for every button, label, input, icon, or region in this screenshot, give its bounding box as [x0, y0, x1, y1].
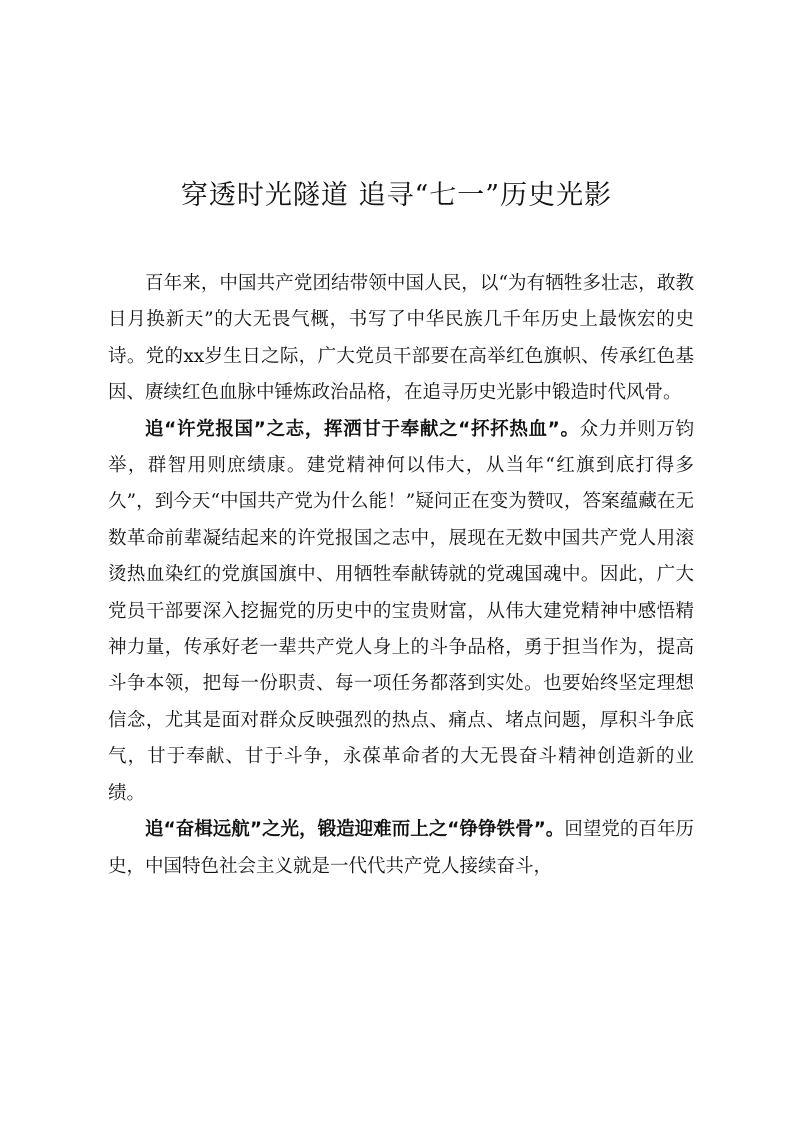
paragraph-lead-heading: 追“奋楫远航”之光，锻造迎难而上之“铮铮铁骨”。 — [145, 819, 565, 841]
paragraph-text: 百年来，中国共产党团结带领中国人民，以“为有牺牲多壮志，敢教日月换新天”的大无畏气概，书写了中华民族几千年历史上最恢宏的史诗。党的xx岁生日之际，广大党员干部要在高举红色旗帜、传承红色基因、赓续红色血脉中锤炼政治品格，在追寻历史光影中锻造时代风骨。 — [108, 273, 694, 404]
paragraph-intro — [108, 266, 694, 412]
paragraph-text: 回望党的百年历史，中国特色社会主义就是一代代共产党人接续奋斗， — [108, 819, 694, 877]
document-body — [108, 266, 694, 885]
paragraph-text: 众力并则万钧举，群智用则庶绩康。建党精神何以伟大，从当年“红旗到底打得多久”，到今天“中国共产党为什么能！”疑问正在变为赞叹，答案蕴藏在无数革命前辈凝结起来的许党报国之志中，展现在无数中国共产党人用滚烫热血染红的党旗国旗中、用牺牲奉献铸就的党魂国魂中。因此，广大党员干部要深入挖掘党的历史中的宝贵财富，从伟大建党精神中感悟精神力量，传承好老一辈共产党人身上的斗争品格，勇于担当作为，提高斗争本领，把每一份职责、每一项任务都落到实处。也要始终坚定理想信念，尤其是面对群众反映强烈的热点、痛点、堵点问题，厚积斗争底气，甘于奉献、甘于斗争，永葆革命者的大无畏奋斗精神创造新的业绩。 — [108, 418, 694, 804]
paragraph-section-1 — [108, 412, 694, 812]
document-title: 穿透时光隧道 追寻“七一”历史光影 — [180, 180, 613, 211]
paragraph-section-2 — [108, 812, 694, 885]
paragraph-lead-heading: 追“许党报国”之志，挥洒甘于奉献之“抔抔热血”。 — [145, 418, 580, 440]
